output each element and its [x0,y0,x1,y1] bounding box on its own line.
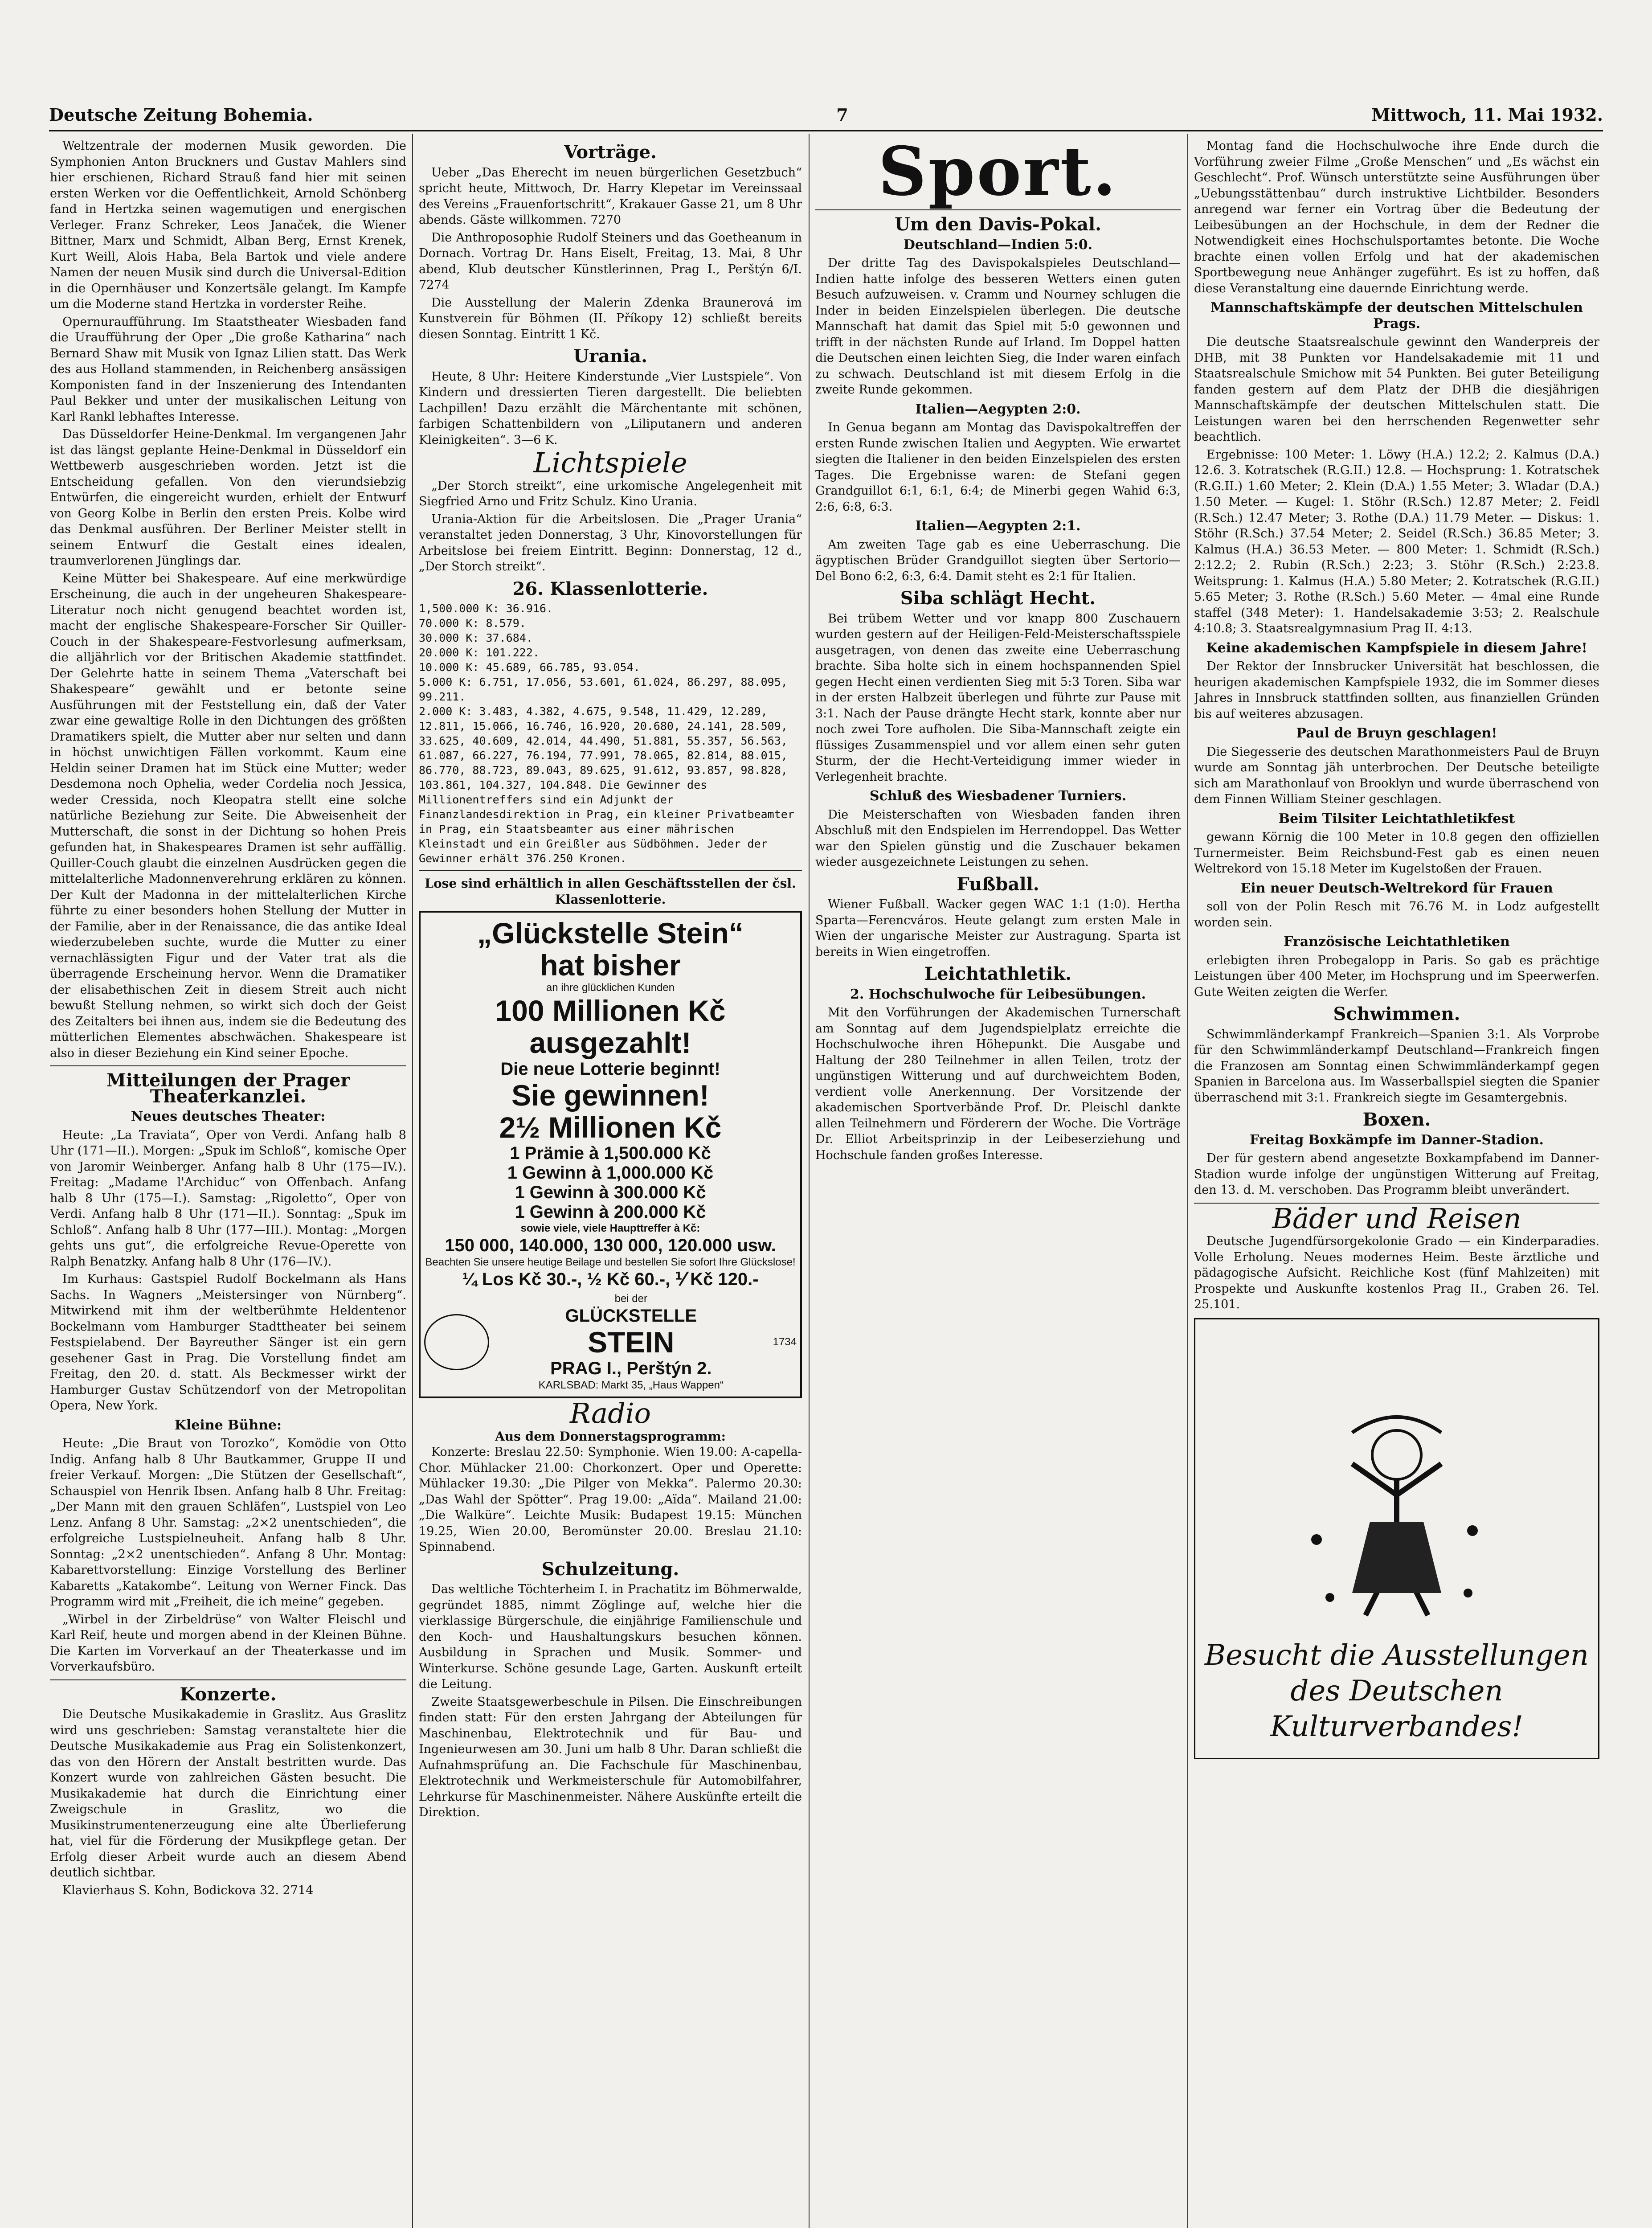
article-text: Montag fand die Hochschulwoche ihre Ende durch die Vorführung zweier Filme „Große Menschen“ und „Es wächst ein Geschlecht“. Prof. Wünsch unterstützte seine Ausführungen über „Uebungsstättenbau“ durch instruktive Lichtbilder. Besonders anregend war ferner ein Vortrag über die Bedeutung der Leibesübungen an der Hochschule, in dem der Redner die Notwendigkeit eines Hochschulsportamtes betonte. Die Woche brachte einen vollen Erfolg und hat der akademischen Sportbewegung neue Anhänger zugeführt. Es ist zu hoffen, daß diese Veranstaltung eine dauernde Einrichtung werde. [1194,139,1599,295]
poster-text: Besucht die Ausstellungen des Deutschen Kulturverbandes! [1205,1638,1589,1743]
ad-headline: Sie gewinnen! [511,1079,709,1112]
lottery-note: Lose sind erhältlich in allen Geschäftsstellen der čsl. Klassenlotterie. [425,876,796,907]
lottery-line: 1,500.000 K: 36.916. [419,602,553,615]
article-text: Die deutsche Staatsrealschule gewinnt den Wanderpreis der DHB, mit 38 Punkten vor Handelsakademie mit 11 und Staatsrealschule Smichow mit 54 Punkten. Bei guter Beteiligung fanden gestern auf dem Platz der DHB die diesjährigen Mannschaftskämpfe der deutschen Mittelschulen statt. Die Leistungen waren bei den herrschenden Regenwetter sehr beachtlich. [1194,335,1599,444]
section-heading: Schwimmen. [1333,1003,1460,1024]
ad-brand: GLÜCKSTELLE [565,1306,697,1326]
divider [50,1065,406,1066]
article-text: soll von der Polin Resch mit 76.76 M. in Lodz aufgestellt worden sein. [1194,900,1599,930]
ad-subheadline: Die neue Lotterie beginnt! [500,1059,720,1079]
article-text: Das Düsseldorfer Heine-Denkmal. Im vergangenen Jahr ist das längst geplante Heine-Denkmal in Düsseldorf ein Wettbewerb ausgeschrieben worden. Jetzt ist die Entscheidung gefallen. Von den vierundsiebzig Entwürfen, die eingereicht wurden, erhielt der Entwurf von Georg Kolbe in Berlin den ersten Preis. Kolbe wird das Denkmal ausführen. Der Berliner Meister stellt in seinem Entwurf die Gestalt eines idealen, traumverlorenen Jünglings dar. [50,427,406,568]
lottery-line: 30.000 K: 37.684. [419,631,533,644]
section-heading: Vorträge. [564,142,657,163]
section-heading: Mitteilungen der Prager Theaterkanzlei. [106,1070,350,1107]
lottery-line: 5.000 K: 6.751, 17.056, 53.601, 61.024, 86.297, 88.095, 99.211. [419,676,788,703]
subheading: Ein neuer Deutsch-Weltrekord für Frauen [1240,880,1553,896]
section-heading: Boxen. [1362,1109,1431,1130]
subheading: Mannschaftskämpfe der deutschen Mittelschulen Prags. [1210,300,1583,332]
subheading: Italien—Aegypten 2:1. [915,518,1081,534]
article-text: Die Meisterschaften von Wiesbaden fanden ihren Abschluß mit den Endspielen im Herrendoppel. Das Wetter war den Spielen günstig und die Zuschauer bekamen wieder ausgezeichnete Leistungen zu sehen. [815,807,1181,869]
article-text: Die Deutsche Musikakademie in Graslitz. Aus Graslitz wird uns geschrieben: Samstag veranstaltete hier die Deutsche Musikakademie aus Prag ein Solistenkonzert, das von den Hörern der Anstalt bestritten wurde. Das Konzert wurde von zahlreichen Gästen besucht. Die Musikakademie hat durch die Einrichtung einer Zweigschule in Graslitz, wo die Musikinstrumentenerzeugung eine alte Überlieferung hat, viel für die Förderung der Musikpflege getan. Der Erfolg dieser Arbeit wurde auch an diesem Abend deutlich sichtbar. [50,1708,406,1880]
ad-headline: ausgezahlt! [529,1026,691,1059]
ad-code: 1734 [773,1336,797,1348]
article-text: Der Rektor der Innsbrucker Universität hat beschlossen, die heurigen akademischen Kampfspiele 1932, die im Sommer dieses Jahres in Innsbruck stattfinden sollten, aus finanziellen Gründen bis auf weiteres abzusagen. [1194,659,1599,721]
page-header [49,103,1603,126]
article-text: Die Anthroposophie Rudolf Steiners und das Goetheanum in Dornach. Vortrag Dr. Hans Eiselt, Freitag, 13. Mai, 8 Uhr abend, Klub deutscher Künstlerinnen, Prag I., Perštýn 6/I. 7274 [419,230,802,292]
page-number: 7 [836,104,848,125]
subheading: 2. Hochschulwoche für Leibesübungen. [850,986,1146,1002]
article-text: Keine Mütter bei Shakespeare. Auf eine merkwürdige Erscheinung, die auch in der ungeheuren Shakespeare-Literatur noch nicht genugend beachtet worden ist, macht der englische Shakespeare-Forscher Sir Quiller-Couch in der Shakespeare-Festvorlesung aufmerksam, die alljährlich vor der Britischen Akademie stattfindet. Der Gelehrte hatte in seinem Thema „Vaterschaft bei Shakespeare“ gewählt und er betonte seine Ausführungen mit der Feststellung ein, daß der Vater zwar eine gewaltige Rolle in den Dichtungen des größten Dramatikers spielt, die Mutter aber nur selten und dann in höchst unwichtigen Fällen vorkommt. Kaum eine Heldin seiner Dramen hat im Stück eine Mutter; weder Desdemona noch Ophelia, weder Cordelia noch Jessica, weder Cressida, noch Kleopatra stellt eine solche natürliche Beziehung zur Seite. Die Abweisenheit der Mutterschaft, die sonst in der Dichtung so hohen Preis gefunden hat, in Shakespeares Dramen ist sehr auffällig. Quiller-Couch glaubt die einzelnen Ausdrücken gegen die mittelalterliche Madonnenverehrung erklären zu können. Der Kult der Madonna in der mittelalterlichen Kirche führte zu einer besonders hohen Stellung der Mutter in der Familie, aber in der Renaissance, die das antike Ideal wiederzubeleben suchte, wurde die Mutter zu einer vernachlässigten Figur und der Vater trat als die überragende Erscheinung hervor. Wenn die Dramatiker der elisabethischen Zeit in diesem Streit auch nicht bewußt Stellung nehmen, so wirkt sich doch der Geist des Zeitalters bei ihnen aus, indem sie die Bedeutung des mütterlichen Elementes abschwächen. Shakespeare ist also in dieser Beziehung ein Kind seiner Epoche. [50,571,406,1060]
article-text: Das weltliche Töchterheim I. in Prachatitz im Böhmerwalde, gegründet 1885, nimmt Zöglinge auf, welche hier die vierklassige Bürgerschule, die einjährige Familienschule und den Koch- und Haushaltungskurs besuchen können. Ausbildung in Sprachen und Musik. Sommer- und Winterkurse. Schöne gesunde Lage, Garten. Auskunft erteilt die Leitung. [419,1582,802,1691]
article-text: Wiener Fußball. Wacker gegen WAC 1:1 (1:0). Hertha Sparta—Ferencváros. Heute gelangt zum ersten Male in Wien der ungarische Meister zur Austragung. Sparta ist bereits in Wien eingetroffen. [815,897,1181,959]
subheading: Kleine Bühne: [174,1417,282,1433]
column-2 [419,138,802,2228]
section-heading: 26. Klassenlotterie. [512,578,708,599]
article-text: Weltzentrale der modernen Musik geworden. Die Symphonien Anton Bruckners und Gustav Mahlers sind hier erschienen, Richard Strauß fand hier mit seinen ersten Werken vor die Oeffentlichkeit, Arnold Schönberg fand in Hertzka seinen wagemutigen und energischen Verleger. Franz Schreker, Leos Janaček, die Wiener Bittner, Marx und Schmidt, Alban Berg, Ernst Krenek, Kurt Weill, Alois Haba, Bela Bartok und viele andere Namen der neuen Musik sind durch die Universal-Edition in die Opernhäuser und Konzertsäle gelangt. Im Kampfe um die Moderne stand Hertzka in vorderster Reihe. [50,139,406,311]
lottery-line: 2.000 K: 3.483, 4.382, 4.675, 9.548, 11.429, 12.289, 12.811, 15.066, 16.746, 16.920, 20.680, 24.141, 28.509, 33.625, 40.609, 42.014, 44.490, 51.881, 55.357, 56.563, 61.087, 66.227, 76.194, 77.991, 78.065, 82.814, 88.015, 86.770, 88.723, 89.043, 89.625, 91.612, 93.857, 98.828, 103.861, 104.327, 104.848. Die Gewinner des Millionentreffers sind ein Adjunkt der Finanzlandesdirektion in Prag, ein kleiner Privatbeamter in Prag, ein Staatsbeamter aus einer mährischen Kleinstadt und ein Greißler aus Südböhmen. Jeder der Gewinner erhält 376.250 Kronen. [419,705,794,865]
article-text: Heute: „Die Braut von Torozko“, Komödie von Otto Indig. Anfang halb 8 Uhr Bautkammer, Gruppe II und freier Verkauf. Morgen: „Die Stützen der Gesellschaft“, Schauspiel von Henrik Ibsen. Anfang halb 8 Uhr. Freitag: „Der Mann mit den grauen Schläfen“, Lustspiel von Leo Lenz. Anfang 8 Uhr. Samstag: „2×2 unentschieden“, die erfolgreiche Lustspielneuheit. Anfang halb 8 Uhr. Sonntag: „2×2 unentschieden“. Anfang 8 Uhr. Montag: Kabarettvorstellung: Einzige Vorstellung des Berliner Kabaretts „Katakombe“. Leitung von Werner Finck. Das Programm wird mit „Freiheit, die ich meine“ gegeben. [50,1437,406,1609]
subheading: Italien—Aegypten 2:0. [915,401,1081,417]
article-text: Der dritte Tag des Davispokalspieles Deutschland—Indien hatte infolge des besseren Wetters einen guten Besuch aufzuweisen. v. Cramm und Nourney schlugen die Inder in beiden Einzelspielen überlegen. Die deutsche Mannschaft hat damit das Spiel mit 5:0 gewonnen und trifft in der nächsten Runde auf Irland. Im Doppel hatten die Deutschen einen leichten Sieg, die Inder waren einfach zu schwach. Deutschland ist mit diesem Erfolg in die zweite Runde gekommen. [815,256,1181,397]
lottery-line: 70.000 K: 8.579. [419,617,526,630]
article-text: In Genua begann am Montag das Davispokaltreffen der ersten Runde zwischen Italien und Aegypten. Wie erwartet siegten die Italiener in den beiden Einzelspielen des ersten Tages. Die Ergebnisse waren: de Stefani gegen Grandguillot 6:1, 6:1, 6:4; de Minerbi gegen Wahid 6:3, 2:6, 6:8, 6:3. [815,421,1181,514]
header-rule [49,130,1603,131]
ad-brand: STEIN [588,1326,675,1359]
column-divider [809,134,810,2228]
ad-prize: 1 Gewinn à 1,000.000 Kč [507,1163,714,1183]
section-heading: Fußball. [957,873,1039,895]
exhibition-poster [1194,1318,1599,1759]
divider [50,1679,406,1680]
article-text: Die Siegesserie des deutschen Marathonmeisters Paul de Bruyn wurde am Sonntag jäh unterbrochen. Der Deutsche beteiligte sich am Marathonlauf von Brooklyn und wurde überraschend von dem Finnen William Steiner geschlagen. [1194,745,1599,806]
article-text: Zweite Staatsgewerbeschule in Pilsen. Die Einschreibungen finden statt: Für den ersten Jahrgang der Abteilungen für Maschinenbau, Elektrotechnik und für Bau- und Ingenieurwesen am 30. Juni um halb 8 Uhr. Daran schließt die Aufnahmsprüfung an. Die Fachschule für Maschinenbau, Elektrotechnik und Werkmeisterschule für Automobilfahrer, Lehrkurse für Maschinenmeister. Nähere Auskünfte erteilt die Direktion. [419,1695,802,1819]
subheading: Neues deutsches Theater: [131,1109,326,1124]
sport-masthead: Sport. [878,138,1118,211]
ad-text: an ihre glücklichen Kunden [546,982,675,994]
ad-prize: 1 Prämie à 1,500.000 Kč [510,1143,711,1163]
article-text: „Der Storch streikt“, eine urkomische Angelegenheit mit Siegfried Arno und Fritz Schulz. Kino Urania. [419,479,802,508]
article-text: Schwimmländerkampf Frankreich—Spanien 3:1. Als Vorprobe für den Schwimmländerkampf Deutschland—Frankreich fingen die Franzosen am Sonntag einen Schwimmländerkampf gegen Spanien in Barcelona aus. Im Wasserballspiel siegten die Spanier überraschend mit 3:1. Frankreich siegte im Gesamtergebnis. [1194,1027,1599,1105]
ad-text: Beachten Sie unsere heutige Beilage und bestellen Sie sofort Ihre Glückslose! [425,1256,796,1268]
section-heading: Konzerte. [180,1683,277,1705]
divider [419,870,802,871]
ad-prices: ¼ Los Kč 30.-, ½ Kč 60.-, ⅟ Kč 120.- [462,1270,759,1289]
article-text: Die Ausstellung der Malerin Zdenka Braunerová im Kunstverein für Böhmen (II. Příkopy 12) schließt bereits diesen Sonntag. Eintritt 1 Kč. [419,295,802,341]
article-text: Mit den Vorführungen der Akademischen Turnerschaft am Sonntag auf dem Jugendspielplatz erreichte die Hochschulwoche ihren Höhepunkt. Die Ausgabe und Haltung der 280 Teilnehmer in allen Teilen, trotz der ungünstigen Witterung und auf durchweichtem Boden, verdient volle Anerkennung. Der Vorsitzende der akademischen Sportverbände Prof. Dr. Pleischl dankte allen Teilnehmern und Förderern der Woche. Die Vorträge Dr. Elliot Arbeitsprinzip in der Leibeserziehung und Hochschule fanden großes Interesse. [815,1006,1181,1162]
subheading: Paul de Bruyn geschlagen! [1296,725,1497,741]
issue-date: Mittwoch, 11. Mai 1932. [1371,104,1603,125]
ad-subheadline: 150 000, 140.000, 130 000, 120.000 usw. [445,1236,776,1255]
section-heading: Radio [570,1397,651,1429]
ad-headline: „Glückstelle Stein“ [477,917,744,950]
ad-headline: 100 Millionen Kč [495,994,726,1027]
article-text: Am zweiten Tage gab es eine Ueberraschung. Die ägyptischen Brüder Grandguillot siegten über Sertorio—Del Bono 6:2, 6:3, 6:4. Damit steht es 2:1 für Italien. [815,537,1181,583]
ad-headline: 2½ Millionen Kč [499,1111,722,1144]
lottery-line: 10.000 K: 45.689, 66.785, 93.054. [419,661,640,674]
ad-prize: 1 Gewinn à 200.000 Kč [515,1202,706,1222]
article-text: Opernuraufführung. Im Staatstheater Wiesbaden fand die Uraufführung der Oper „Die große Katharina“ nach Bernard Shaw mit Musik von Ignaz Lilien statt. Das Werk des aus Holland stammenden, in Reichenberg ansässigen Komponisten fand in der Inszenierung des Intendanten Paul Bekker und unter der musikalischen Leitung von Karl Rankl lebhaftes Interesse. [50,315,406,424]
section-heading: Leichtathletik. [924,963,1072,984]
classified-ad: Klavierhaus S. Kohn, Bodickova 32. 2714 [62,1883,314,1897]
subheading: Französische Leichtathletiken [1284,934,1510,950]
article-text: Ergebnisse: 100 Meter: 1. Löwy (H.A.) 12.2; 2. Kalmus (D.A.) 12.6. 3. Kotratschek (R.G.II.) 12.8. — Hochsprung: 1. Kotratschek (R.G.II.) 1.60 Meter; 2. Klein (D.A.) 1.55 Meter; 3. Wladar (D.A.) 1.50 Meter. — Kugel: 1. Stöhr (R.Sch.) 12.87 Meter; 2. Feidl (R.Sch.) 12.47 Meter; 3. Rothe (D.A.) 11.79 Meter. — Diskus: 1. Stöhr (R.Sch.) 37.54 Meter; 2. Seidel (R.Sch.) 36.85 Meter; 3. Kalmus (H.A.) 36.53 Meter. — 800 Meter: 1. Schmidt (R.Sch.) 2:12.2; 2. Rubin (R.Sch.) 2:23; 3. Stöhr (R.Sch.) 2:23.8. Weitsprung: 1. Kalmus (H.A.) 5.80 Meter; 2. Kotratschek (R.G.II.) 5.65 Meter; 3. Rothe (R.Sch.) 5.60 Meter. — 4mal eine Runde staffel (348 Meter): 1. Handelsakademie 3:53; 2. Realschule 4:10.8; 3. Staatsrealgymnasium Prag II. 4:13. [1194,447,1599,635]
section-heading: Bäder und Reisen [1272,1202,1521,1235]
section-heading: Urania. [573,346,647,367]
subheading: Aus dem Donnerstagsprogramm: [495,1429,726,1444]
column-4 [1194,138,1599,2228]
column-1 [50,138,406,2228]
lottery-results [419,601,802,866]
article-text: Deutsche Jugendfürsorgekolonie Grado — ein Kinderparadies. Volle Erholung. Neues modernes Heim. Beste ärztliche und pädagogische Aufsicht. Reichliche Kost (fünf Mahlzeiten) mit Prospekte und Auskunfte kostenlos Prag II., Graben 26. Tel. 25.101. [1194,1234,1599,1311]
article-text: gewann Körnig die 100 Meter in 10.8 gegen den offiziellen Turnermeister. Beim Reichsbund-Fest gab es einen neuen Weltrekord von 15.18 Meter im Kugelstoßen der Frauen. [1194,830,1599,876]
dancing-figure-illustration [1281,1406,1513,1638]
subheading: Schluß des Wiesbadener Turniers. [869,788,1127,804]
subheading: Beim Tilsiter Leichtathletikfest [1278,811,1515,827]
section-heading: Schulzeitung. [541,1558,679,1580]
ad-address: KARLSBAD: Markt 35, „Haus Wappen“ [538,1379,724,1391]
section-heading: Um den Davis-Pokal. [894,214,1102,235]
column-3 [815,138,1181,2228]
glueckstelle-logo [424,1314,489,1370]
ad-prize: 1 Gewinn à 300.000 Kč [515,1183,706,1202]
masthead-name: Deutsche Zeitung Bohemia. [49,104,313,125]
article-text: Heute, 8 Uhr: Heitere Kinderstunde „Vier Lustspiele“. Von Kindern und dressierten Tieren dargestellt. Die beliebten Lachpillen! Dazu erzählt die Märchentante mit schönen, farbigen Schattenbildern von „Liliputanern und anderen Kleinigkeiten“. 3—6 K. [419,369,802,447]
ad-text: sowie viele, viele Haupttreffer à Kč: [520,1222,700,1234]
lottery-advertisement [419,911,802,1398]
article-text: Urania-Aktion für die Arbeitslosen. Die „Prager Urania“ veranstaltet jeden Donnerstag, 3 Uhr, Kinovorstellungen für Arbeitslose bei freiem Eintritt. Beginn: Donnerstag, 12 d., „Der Storch streikt“. [419,512,802,573]
article-text: erlebigten ihren Probegalopp in Paris. So gab es prächtige Leistungen über 400 Meter, im Hochsprung und im Speerwerfen. Gute Weiten zeigten die Werfer. [1194,953,1599,999]
article-text: Heute: „La Traviata“, Oper von Verdi. Anfang halb 8 Uhr (171—II.). Morgen: „Spuk im Schloß“, komische Oper von Jaromir Weinberger. Anfang halb 8 Uhr (175—IV.). Freitag: „Madame l'Archiduc“ von Offenbach. Anfang halb 8 Uhr (175—I.). Samstag: „Rigoletto“, Oper von Verdi. Anfang halb 8 Uhr (171—II.). Sonntag: „Spuk im Schloß“. Anfang halb 8 Uhr (177—III.). Montag: „Morgen gehts uns gut“, die erfolgreiche Revue-Operette von Ralph Benatzky. Anfang halb 8 Uhr (176—IV.). [50,1128,406,1269]
article-text: „Wirbel in der Zirbeldrüse“ von Walter Fleischl und Karl Reif, heute und morgen abend in der Kleinen Bühne. Die Karten im Vorverkauf an der Theaterkasse und im Vorverkaufsbüro. [50,1612,406,1674]
column-divider [1187,134,1188,2228]
subheading: Freitag Boxkämpfe im Danner-Stadion. [1249,1132,1544,1148]
article-text: Ueber „Das Eherecht im neuen bürgerlichen Gesetzbuch“ spricht heute, Mittwoch, Dr. Harry Klepetar im Vereinssaal des Vereins „Frauenfortschritt“, Krakauer Gasse 21, um 8 Uhr abends. Gäste willkommen. 7270 [419,165,802,227]
article-text: Konzerte: Breslau 22.50: Symphonie. Wien 19.00: A-capella-Chor. Mühlacker 21.00: Chorkonzert. Oper und Operette: Mühlacker 19.30: „Die Pilger von Mekka“. Palermo 20.30: „Das Wahl der Spötter“. Prag 19.00: „Aïda“. Mailand 21.00: „Die Walküre“. Leichte Musik: Budapest 19.15: München 19.25, Wien 20.00, Beromünster 20.00. Breslau 21.10: Spinnabend. [419,1445,802,1554]
lottery-line: 20.000 K: 101.222. [419,646,540,659]
ad-text: bei der [614,1293,647,1305]
ad-headline: hat bisher [540,949,681,982]
subheading: Deutschland—Indien 5:0. [903,237,1093,253]
column-divider [412,134,413,2228]
article-text: Im Kurhaus: Gastspiel Rudolf Bockelmann als Hans Sachs. In Wagners „Meistersinger von Nürnberg“. Mitwirkend mit ihm der weltberühmte Heldentenor Bockelmann vom Hamburger Stadttheater bei seinem Festspielabend. Der Bayreuther Sänger ist ein gern gesehener Gast in Prag. Die Vorstellung findet am Freitag, den 20. d. statt. Als Beckmesser wirkt der Hamburger Gustav Schützendorf von der Metropolitan Opera, New York. [50,1272,406,1413]
article-text: Bei trübem Wetter und vor knapp 800 Zuschauern wurden gestern auf der Heiligen-Feld-Meisterschaftsspiele ausgetragen, von denen das zweite eine Ueberraschung brachte. Siba holte sich in einem hochspannenden Spiel gegen Hecht einen verdienten Sieg mit 5:3 Toren. Siba war in der ersten Halbzeit überlegen und führte zur Pause mit 3:1. Nach der Pause drängte Hecht stark, konnte aber nur noch zwei Tore aufholen. Die Siba-Mannschaft zeigte ein flüssiges Zusammenspiel und vor allem einen sehr guten Sturm, der die Hecht-Verteidigung immer wieder in Verlegenheit brachte. [815,611,1181,784]
section-heading: Lichtspiele [533,446,687,479]
ad-address: PRAG I., Perštýn 2. [550,1359,712,1378]
section-heading: Siba schlägt Hecht. [900,588,1096,609]
article-text: Der für gestern abend angesetzte Boxkampfabend im Danner-Stadion wurde infolge der ungünstigen Witterung auf Freitag, den 13. d. M. verschoben. Das Programm bleibt unverändert. [1194,1151,1599,1197]
subheading: Keine akademischen Kampfspiele in diesem Jahre! [1206,640,1587,656]
